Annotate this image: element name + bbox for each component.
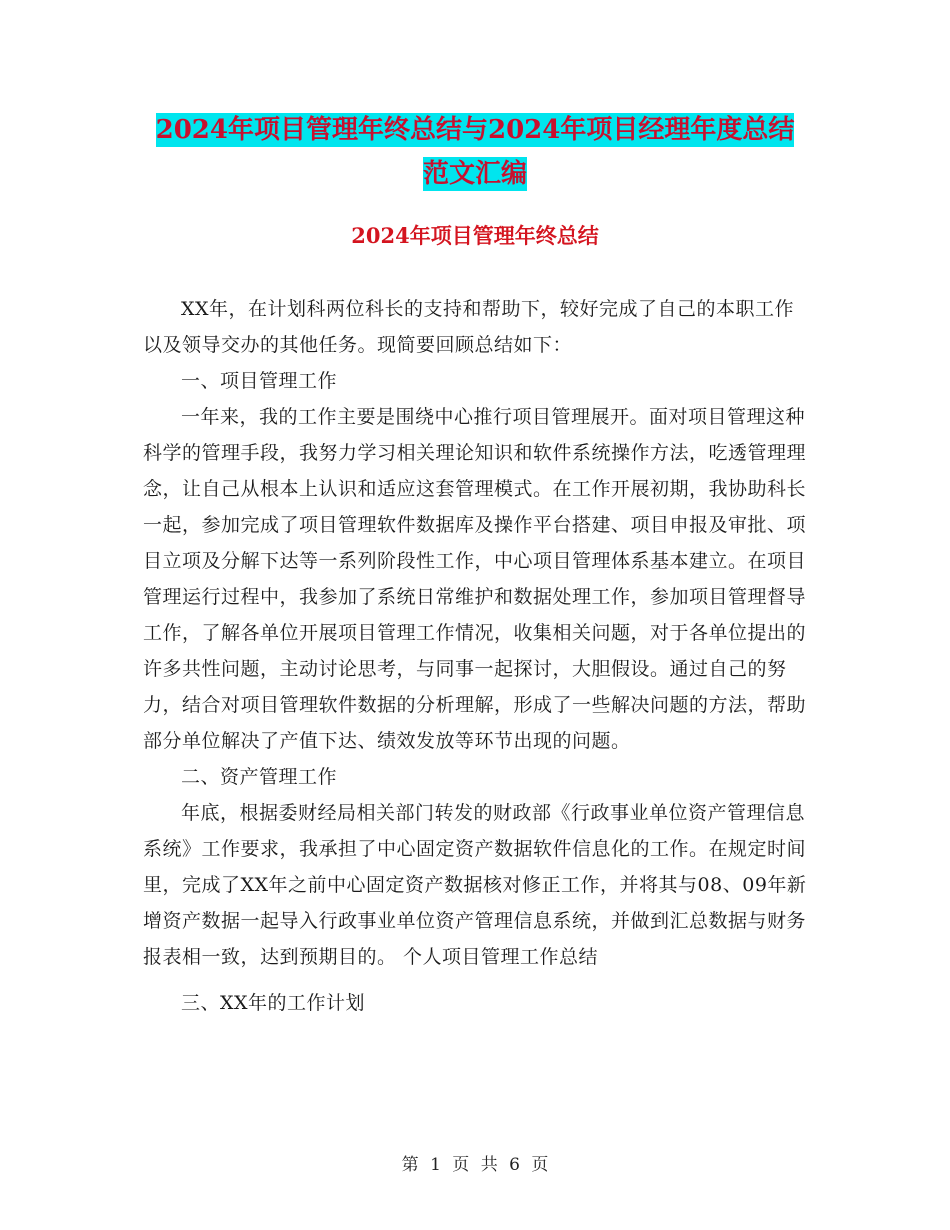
document-body (143, 291, 808, 1021)
section-title: 2024年项目管理年终总结 (351, 223, 599, 248)
heading-asset-management: 二、资产管理工作 (181, 766, 338, 788)
title-line-1: 2024年项目管理年终总结与2024年项目经理年度总结 (155, 115, 795, 145)
title-line-2: 范文汇编 (422, 159, 527, 189)
heading-work-plan: 三、XX年的工作计划 (181, 992, 366, 1014)
page-number-footer: 第 1 页 共 6 页 (401, 1155, 549, 1175)
document-title (0, 108, 950, 196)
heading-project-management: 一、项目管理工作 (181, 370, 338, 392)
paragraph-asset-management: 年底，根据委财经局相关部门转发的财政部《行政事业单位资产管理信息系统》工作要求，我承担了中心固定资产数据软件信息化的工作。在规定时间里，完成了XX年之前中心固定资产数据核对修正工作，并将其与08、09年新增资产数据一起导入行政事业单位资产管理信息系统，并做到汇总数据与财务报表相一致，达到预期目的。 个人项目管理工作总结 (143, 802, 807, 968)
paragraph-project-management: 一年来，我的工作主要是围绕中心推行项目管理展开。面对项目管理这种科学的管理手段，我努力学习相关理论知识和软件系统操作方法，吃透管理理念，让自己从根本上认识和适应这套管理模式。在工作开展初期，我协助科长一起，参加完成了项目管理软件数据库及操作平台搭建、项目申报及审批、项目立项及分解下达等一系列阶段性工作，中心项目管理体系基本建立。在项目管理运行过程中，我参加了系统日常维护和数据处理工作，参加项目管理督导工作，了解各单位开展项目管理工作情况，收集相关问题，对于各单位提出的许多共性问题，主动讨论思考，与同事一起探讨，大胆假设。通过自己的努力，结合对项目管理软件数据的分析理解，形成了一些解决问题的方法，帮助部分单位解决了产值下达、绩效发放等环节出现的问题。 (143, 406, 807, 752)
paragraph-intro: XX年，在计划科两位科长的支持和帮助下，较好完成了自己的本职工作以及领导交办的其他任务。现简要回顾总结如下： (143, 298, 795, 356)
